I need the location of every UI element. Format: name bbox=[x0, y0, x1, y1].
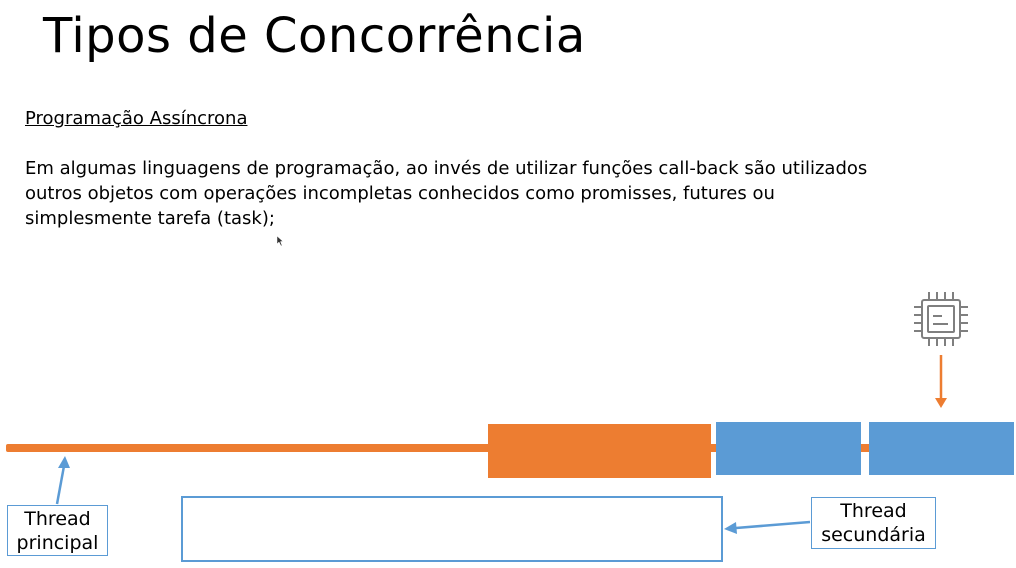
secondary-thread-label-line-2: secundária bbox=[821, 524, 926, 546]
paragraph-line-3: simplesmente tarefa (task); bbox=[25, 208, 275, 229]
main-thread-label-line-2: principal bbox=[16, 532, 99, 554]
main-thread-label bbox=[7, 505, 108, 556]
slide-title: Tipos de Concorrência bbox=[43, 8, 586, 64]
section-subtitle: Programação Assíncrona bbox=[25, 108, 248, 129]
main-thread-arrow bbox=[57, 466, 64, 504]
secondary-task-block-2 bbox=[869, 422, 1014, 475]
mouse-cursor-icon bbox=[276, 235, 286, 247]
paragraph-line-2: outros objetos com operações incompletas conhecidos como promisses, futures ou bbox=[25, 183, 775, 204]
secondary-task-block-1 bbox=[716, 422, 861, 475]
secondary-thread-label bbox=[811, 497, 936, 549]
paragraph-line-1: Em algumas linguagens de programação, ao invés de utilizar funções call-back são utilizados bbox=[25, 158, 868, 179]
secondary-thread-box bbox=[181, 496, 723, 562]
body-paragraph bbox=[25, 156, 1005, 231]
main-thread-task-block bbox=[488, 424, 711, 478]
secondary-thread-arrow bbox=[736, 522, 810, 528]
secondary-thread-label-line-1: Thread bbox=[840, 500, 907, 522]
main-thread-label-line-1: Thread bbox=[24, 508, 91, 530]
